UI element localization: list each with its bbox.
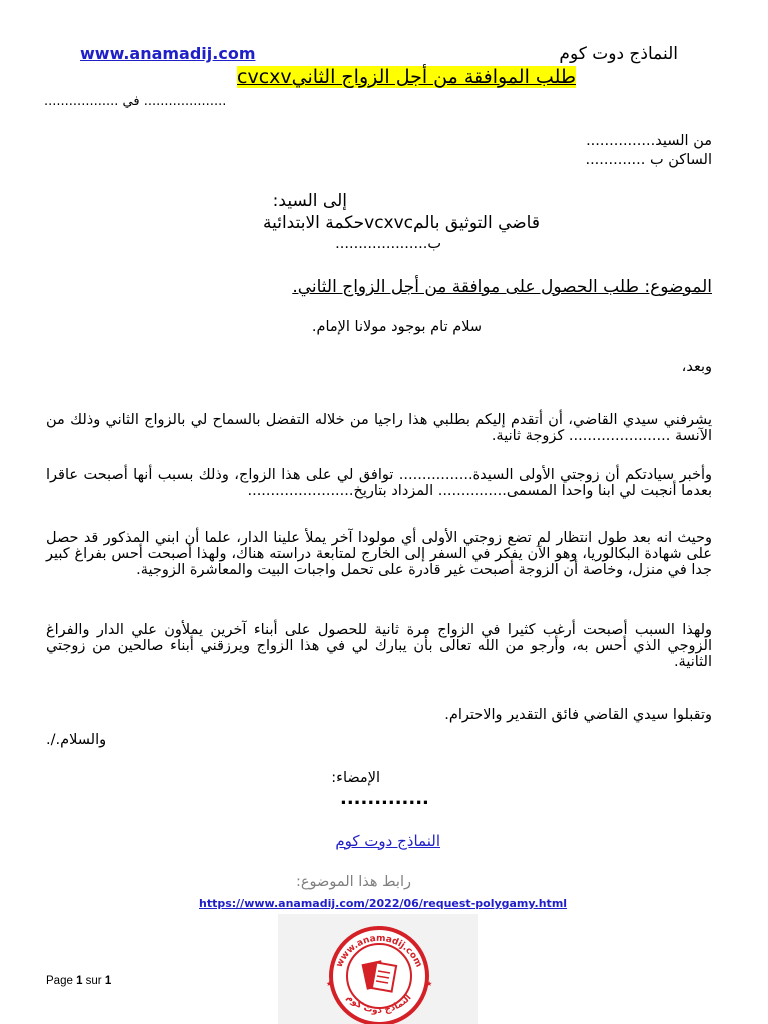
signature-dots: .............	[340, 788, 429, 809]
page-number	[46, 975, 111, 987]
recipient-label: إلى السيد:	[272, 191, 347, 211]
body-paragraph-1: يشرفني سيدي القاضي، أن أتقدم إليكم بطلبي هذا راجيا من خلاله التفضل بالسماح لي بالزواج الثاني وذلك من الآنسة ...................... كزوجة ثانية.	[46, 411, 712, 444]
star-icon: ★	[426, 980, 433, 988]
stamp-bottom-text: النماذج دوت كوم	[344, 992, 414, 1016]
subject-line: الموضوع: طلب الحصول على موافقة من أجل الزواج الثاني.	[292, 277, 712, 297]
page-total: 1	[104, 975, 112, 987]
star-icon: ★	[326, 980, 333, 988]
body-paragraph-3: وحيث انه بعد طول انتظار لم تضع زوجتي الأولى أي مولودا آخر يملأ علينا الدار، علما أن ابني المذكور قد حصل على شهادة البكالوريا، وهو الآن يفكر في السفر إلى الخارج لمتابعة دراسته هناك، ولهذا أصبحت أحس بفراغ كبير جدا في منزل، وخاصة أن الزوجة أصبحت غير قادرة على تحمل واجبات البيت والمعاشرة الزوجية.	[46, 529, 712, 578]
page-current: 1	[76, 975, 83, 987]
site-stamp-logo	[278, 914, 478, 1024]
greeting: سلام تام بوجود مولانا الإمام.	[311, 319, 482, 335]
place-date: .................... في ..................	[44, 94, 227, 109]
signature-label: الإمضاء:	[331, 770, 380, 786]
sender-line: من السيد...............	[586, 133, 712, 149]
page-sep: sur	[82, 975, 105, 987]
stamp-area	[278, 914, 478, 1024]
residence-line: الساكن ب .............	[585, 152, 712, 168]
site-name-link[interactable]: النماذج دوت كوم	[335, 832, 440, 850]
stamp-top-text: www.anamadij.com	[334, 933, 424, 970]
site-name: النماذج دوت كوم	[559, 44, 678, 64]
recipient-line-1: قاضي التوثيق بالمvcxvcحكمة الابتدائية	[262, 213, 540, 233]
topic-link-label: رابط هذا الموضوع:	[296, 874, 411, 890]
topic-url-link[interactable]: https://www.anamadij.com/2022/06/request-polygamy.html	[199, 897, 568, 910]
site-url-link[interactable]: www.anamadij.com	[80, 44, 256, 63]
body-paragraph-4: ولهذا السبب أصبحت أرغب كثيرا في الزواج مرة ثانية للحصول على أبناء آخرين يملأون علي الدار والفراغ الزوجي الذي أحس به، وأرجو من الله تعالى بأن يبارك لي في هذا الزواج ويرزقني أبناء صالحين من زوجتي الثانية.	[46, 621, 712, 670]
document-title: طلب الموافقة من أجل الزواج الثانيcvcxv	[237, 66, 576, 88]
closing: والسلام./.	[46, 732, 107, 748]
body-paragraph-2: وأخبر سيادتكم أن زوجتي الأولى السيدة................ توافق لي على هذا الزواج، وذلك بسبب أنها أصبحت عاقرا بعدما أنجبت لي ابنا واحدا المسمى............... المزداد بتاريخ.......................	[46, 466, 712, 499]
recipient-line-2: ب....................	[335, 236, 441, 252]
documents-icon	[362, 960, 397, 991]
opening: وبعد،	[681, 359, 712, 375]
body-paragraph-5: وتقبلوا سيدي القاضي فائق التقدير والاحترام.	[444, 706, 712, 723]
page-prefix: Page	[46, 975, 77, 987]
